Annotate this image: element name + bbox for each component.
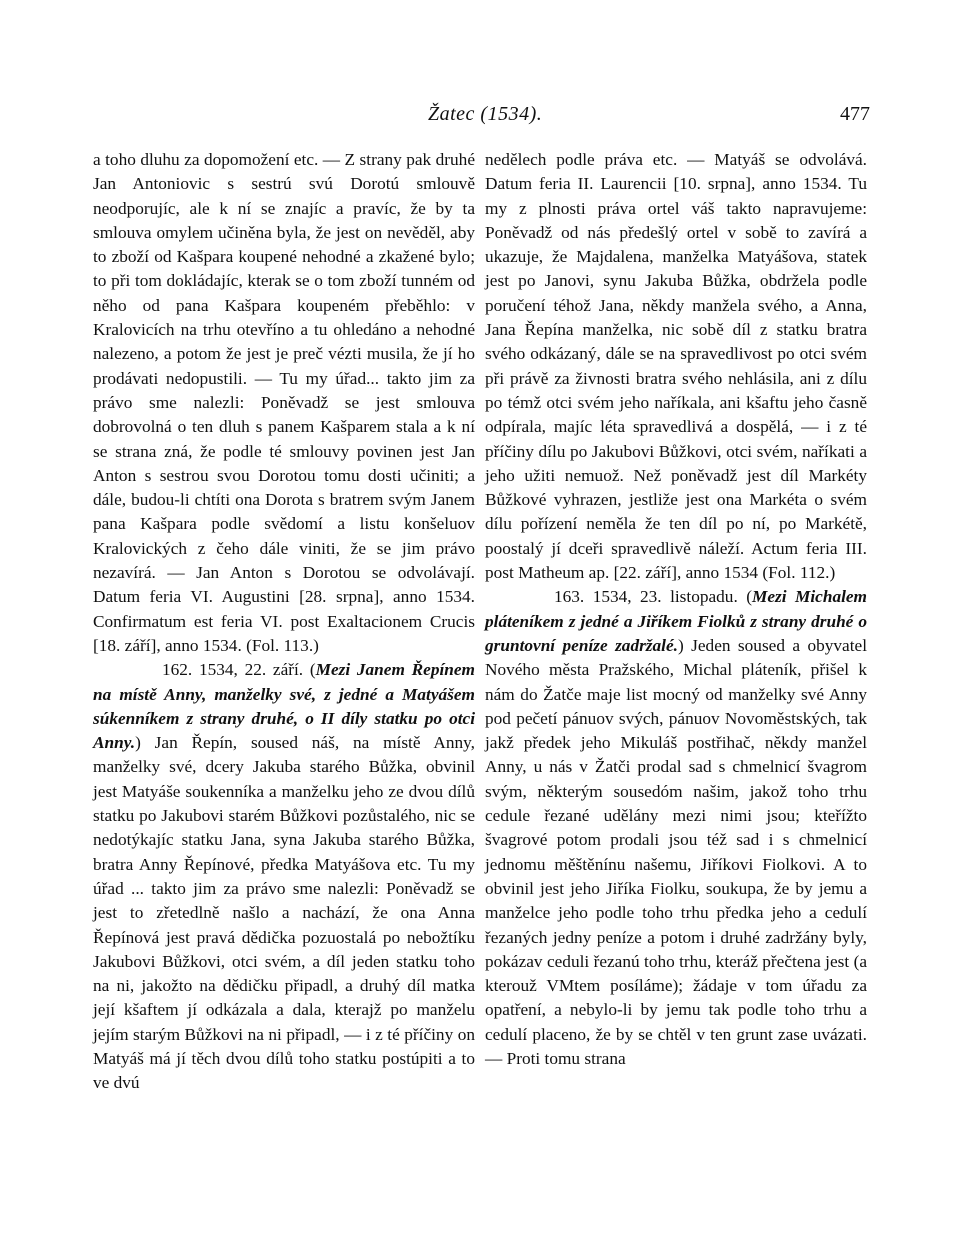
entry-163-heading: Mezi Michalem pláteníkem z jedné a Jiříkem Fiolků z strany druhé o gruntovní peníze zadržalé. (485, 587, 868, 655)
running-title: Žatec (1534). (428, 103, 543, 125)
entry-162 (93, 658, 475, 1095)
entry-162-heading: Mezi Janem Řepínem na místě Anny, manželky své, z jedné a Matyášem súkenníkem z strany druhé, o II díly statku po otci Anny. (93, 660, 475, 753)
entry-163-body: ) Jeden soused a obyvatel Nového města Pražského, Michal pláteník, přišel k nám do Žatče maje list mocný od manželky své Anny pod pečetí pánuov svých, pánuov Novoměstských, tak jakž předek jeho Mikuláš postřihač, někdy manžel Anny, u nás v Žatči prodal sad s chmelnicí švagrom svým, některým sousedóm našim, jakož toho trhu cedule řezané udělány mezi nimi jsou; kteřížto švagrové potom prodali jsou též sad i s chmelnicí jednomu měštěnínu našemu, Jiříkovi Fiolkovi. A to obvinil jest jeho Jiříka Fiolku, soukupa, že by jemu a manželce jeho podle toho trhu předka jeho a cedulí řezaných jedny peníze a potom i druhé zadržány byly, pokázav ceduli řezanú toho trhu, kteráž přečtena jest (a kterouž VMtem posíláme); žádaje v tom úřadu za opatření, a nebylo-li by jemu tak podle toho trhu a cedulí placeno, že by se chtěl v ten grunt zase uvázati. — Proti tomu strana (485, 635, 868, 1068)
entry-163-number-date: 163. 1534, 23. listopadu. ( (554, 587, 752, 607)
left-paragraph-continuation: a toho dluhu za dopomožení etc. — Z strany pak druhé Jan Antoniovic s sestrú svú Dorotú smlouvě neodporujíc, ale k ní se znajíc a pravíc, že by ta smlouva omylem učiněna byla, že jest on nevěděl, aby to zboží od Kašpara koupené nehodné a zkažené bylo; to při tom dokládajíc, kterak se o tom zboží tunném od něho od pana Kašpara koupeném přeběhlo: v Kralovicích na trhu otevříno a tu ohledáno a nehodné nalezeno, a potom že jest je preč vézti musila, že jí ho prodávati nedopustili. — Tu my úřad... takto jim za právo sme nalezli: Poněvadž se jest smlouva dobrovolná o ten dluh s panem Kašparem stala a k ní se strana zná, že podle té smlouvy povinen jest Jan Anton s sestrou svou Dorotou tomu dosti učiniti; a dále, budou-li chtíti ona Dorota s bratrem svým Janem pana Kašpara podle svědomí a listu konšeluov Kralovických z čeho dále viniti, že se jim právo nezavírá. — Jan Anton s Dorotou se odvolávají. Datum feria VI. Augustini [28. srpna], anno 1534. Confirmatum est feria VI. post Exaltacionem Crucis [18. září], anno 1534. (Fol. 113.) (93, 150, 475, 655)
left-column (93, 148, 475, 1096)
right-column (485, 148, 867, 1071)
entry-162-number-date: 162. 1534, 22. září. ( (162, 660, 316, 680)
page-header (0, 103, 960, 133)
right-paragraph-continuation: nedělech podle práva etc. — Matyáš se odvolává. Datum feria II. Laurencii [10. srpna], anno 1534. Tu my z plnosti práva ortel váš takto napravujeme: Poněvadž od nás předešlý ortel v sobě to zavírá a ukazuje, že Majdalena, manželka Matyášova, statek jest po Janovi, synu Jakuba Bůžka, obdržela podle poručení téhož Jana, někdy manžela svého, a Anna, Jana Řepína manželka, nic sobě díl z statku bratra svého odkázaný, dále se na spravedlivost po otci svém při právě za živnosti bratra svého nehlásila, ani z dílu po témž otci svém jeho naříkala, ani kšaftu jeho časně odpírala, majíc léta spravedlivá a dospělá, — i z té příčiny dílu po Jakubovi Bůžkovi, otci svém, naříkati a jeho užiti nemuož. Než poněvadž jest díl Markéty Bůžkové vyhrazen, jestliže jest ona Markéta o svém dílu pořízení neměla že ten díl po ní, po Markétě, poostalý jí dceři spravedlivě náleží. Actum feria III. post Matheum ap. [22. září], anno 1534 (Fol. 112.) (485, 150, 867, 583)
entry-162-body: ) Jan Řepín, soused náš, na místě Anny, manželky své, dcery Jakuba starého Bůžka, obvinil jest Matyáše soukenníka a manželku jeho ze dvou dílů statku po Jakubovi starém Bůžkovi pozůstalého, nic se nedotýkajíc statku Jana, syna Jakuba starého Bůžka, bratra Anny Řepínové, předka Matyášova etc. Tu my úřad ... takto jim za právo sme nalezli: Poněvadž se jest to zřetedlně našlo a nachází, že ona Anna Řepínová jest pravá dědička pozuostalá po nebožtíku Jakubovi Bůžkovi, otci svém, a díl jeden statku toho na ni, jakožto na dědičku připadl, a druhý díl matka její kšaftem jí odkázala a dala, kterajž po manželu jejím starým Bůžkovi na ni připadl, — i z té příčiny on Matyáš má jí těch dvou dílů toho statku postúpiti a to ve dvú (93, 733, 475, 1093)
entry-163 (485, 585, 867, 1071)
page-number: 477 (840, 103, 870, 125)
